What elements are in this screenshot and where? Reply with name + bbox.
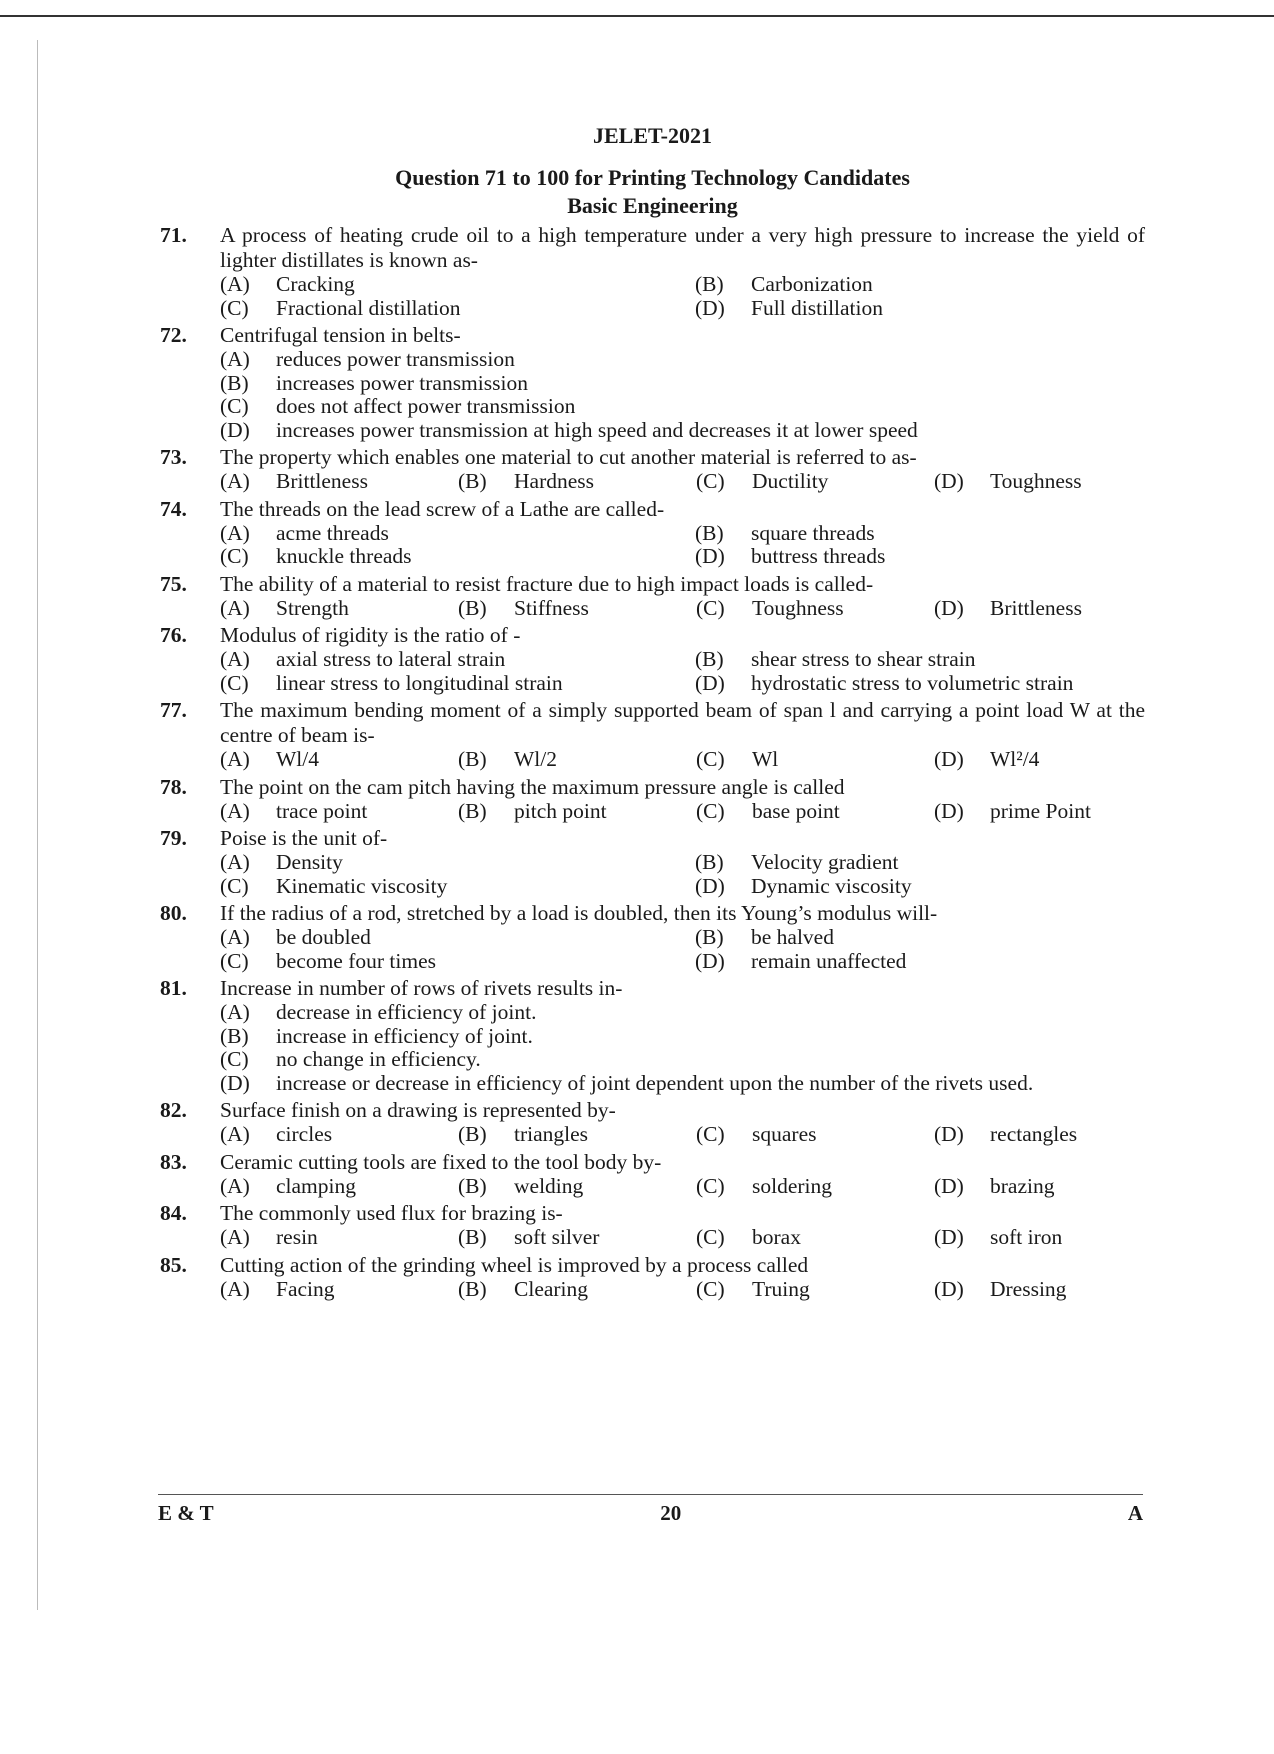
option-letter: (D): [934, 469, 964, 493]
question-text: The threads on the lead screw of a Lathe are called-: [220, 496, 665, 521]
option-text: welding: [514, 1173, 584, 1198]
option-letter: (C): [696, 469, 725, 493]
option-text: prime Point: [990, 798, 1091, 823]
option-text: Wl/2: [514, 747, 557, 771]
answer-option: [696, 1175, 934, 1199]
option-text: Wl/4: [276, 747, 319, 771]
option-letter: (C): [220, 948, 249, 973]
option-letter: (C): [220, 670, 249, 695]
footer-set-label: A: [1127, 1501, 1143, 1525]
answer-option: [220, 395, 1145, 419]
answer-option: [695, 297, 883, 321]
option-text: Brittleness: [990, 595, 1082, 620]
option-list: [220, 1123, 1145, 1147]
option-row: [220, 748, 1145, 772]
option-letter: (C): [696, 595, 725, 620]
answer-option: [220, 1226, 458, 1250]
option-letter: (C): [220, 873, 249, 898]
option-text: soft silver: [514, 1225, 600, 1249]
option-row: [220, 545, 1145, 569]
option-letter: (B): [695, 925, 724, 949]
option-text: Full distillation: [751, 295, 884, 320]
answer-option: [220, 470, 458, 494]
option-letter: (C): [696, 1173, 725, 1198]
option-letter: (D): [695, 544, 725, 568]
option-letter: (C): [696, 1225, 725, 1249]
option-text: Density: [276, 850, 343, 874]
option-text: squares: [752, 1122, 817, 1146]
option-letter: (B): [695, 647, 724, 671]
option-letter: (C): [220, 544, 249, 568]
option-row: [220, 800, 1145, 824]
option-row: [220, 1226, 1145, 1250]
option-letter: (D): [934, 1225, 964, 1249]
option-letter: (D): [220, 417, 250, 442]
option-letter: (D): [934, 1173, 964, 1198]
question-text: A process of heating crude oil to a high temperature under a very high pressure to increase the yield of lighter distillates is known as-: [220, 223, 1145, 272]
question-text: Poise is the unit of-: [220, 826, 388, 850]
answer-option: [220, 522, 695, 546]
answer-option: [695, 851, 898, 875]
answer-option: [220, 348, 1145, 372]
option-row: [220, 297, 1145, 321]
question-stem: [160, 497, 1145, 522]
option-letter: (B): [458, 747, 487, 771]
option-text: Toughness: [990, 469, 1082, 493]
option-list: [220, 748, 1145, 772]
answer-option: [458, 1278, 696, 1302]
answer-option: [934, 800, 1091, 824]
option-text: be halved: [751, 925, 834, 949]
answer-option: [458, 1123, 696, 1147]
question-item: [160, 1150, 1145, 1199]
answer-option: [695, 672, 1073, 696]
option-list: [220, 522, 1145, 569]
option-row: [220, 950, 1145, 974]
option-row: [220, 1175, 1145, 1199]
question-text: Ceramic cutting tools are fixed to the tool body by-: [220, 1149, 662, 1174]
option-letter: (D): [695, 873, 725, 898]
option-letter: (A): [220, 595, 250, 620]
option-letter: (A): [220, 1276, 250, 1301]
answer-option: [220, 1123, 458, 1147]
option-text: soft iron: [990, 1225, 1063, 1249]
question-stem: [160, 698, 1145, 748]
answer-option: [458, 470, 696, 494]
option-letter: (A): [220, 520, 250, 545]
option-text: Truing: [752, 1276, 810, 1301]
option-text: increases power transmission: [276, 370, 528, 395]
answer-option: [220, 419, 1145, 443]
question-number: 71.: [160, 223, 187, 247]
option-letter: (C): [220, 394, 249, 418]
option-letter: (A): [220, 925, 250, 949]
question-stem: [160, 445, 1145, 470]
answer-option: [220, 748, 458, 772]
section-subtitle: Basic Engineering: [567, 193, 738, 218]
option-text: square threads: [751, 520, 875, 545]
option-text: Facing: [276, 1276, 335, 1301]
question-number: 78.: [160, 774, 187, 799]
answer-option: [696, 800, 934, 824]
option-text: clamping: [276, 1173, 357, 1198]
question-number: 81.: [160, 976, 187, 1000]
footer-subject-code: E & T: [158, 1501, 214, 1525]
option-text: circles: [276, 1122, 333, 1146]
question-number: 84.: [160, 1201, 187, 1225]
answer-option: [696, 597, 934, 621]
answer-option: [220, 851, 695, 875]
answer-option: [220, 950, 695, 974]
option-row: [220, 875, 1145, 899]
option-letter: (D): [934, 595, 964, 620]
question-item: [160, 775, 1145, 824]
answer-option: [458, 748, 696, 772]
option-text: Cracking: [276, 272, 355, 296]
option-letter: (D): [220, 1070, 250, 1095]
question-item: [160, 572, 1145, 621]
answer-option: [220, 672, 695, 696]
option-row: [220, 522, 1145, 546]
option-letter: (A): [220, 469, 250, 493]
question-text: Centrifugal tension in belts-: [220, 323, 461, 347]
option-letter: (B): [695, 272, 724, 296]
question-number: 72.: [160, 323, 187, 347]
answer-option: [695, 950, 906, 974]
option-text: trace point: [276, 798, 368, 823]
option-letter: (C): [696, 747, 725, 771]
answer-option: [695, 926, 834, 950]
option-text: acme threads: [276, 520, 389, 545]
question-item: [160, 1098, 1145, 1147]
question-number: 74.: [160, 496, 187, 521]
question-item: [160, 976, 1145, 1095]
option-text: reduces power transmission: [276, 347, 515, 371]
question-text: Surface finish on a drawing is represented by-: [220, 1098, 616, 1122]
answer-option: [695, 545, 885, 569]
page-footer: [158, 1494, 1143, 1526]
question-item: [160, 1253, 1145, 1302]
option-letter: (D): [934, 798, 964, 823]
question-stem: [160, 572, 1145, 597]
section-title: Question 71 to 100 for Printing Technology Candidates: [395, 165, 910, 190]
question-text: Modulus of rigidity is the ratio of -: [220, 623, 521, 647]
option-letter: (C): [696, 798, 725, 823]
question-list: [160, 223, 1145, 1301]
question-item: [160, 826, 1145, 898]
option-list: [220, 597, 1145, 621]
question-item: [160, 698, 1145, 772]
question-item: [160, 497, 1145, 569]
answer-option: [220, 875, 695, 899]
option-text: Brittleness: [276, 469, 368, 493]
question-number: 77.: [160, 698, 187, 722]
question-text: The point on the cam pitch having the maximum pressure angle is called: [220, 774, 845, 799]
option-letter: (A): [220, 1173, 250, 1198]
footer-page-number: 20: [660, 1501, 682, 1525]
option-text: Hardness: [514, 469, 595, 493]
option-letter: (B): [458, 469, 487, 493]
option-letter: (B): [220, 1023, 249, 1048]
option-text: borax: [752, 1225, 801, 1249]
answer-option: [934, 748, 1039, 772]
option-text: does not affect power transmission: [276, 394, 576, 418]
answer-option: [458, 1175, 696, 1199]
question-text: The commonly used flux for brazing is-: [220, 1201, 563, 1225]
option-text: triangles: [514, 1122, 589, 1146]
option-letter: (A): [220, 1000, 250, 1024]
option-letter: (D): [934, 1122, 964, 1146]
answer-option: [220, 297, 695, 321]
question-number: 79.: [160, 826, 187, 850]
question-item: [160, 1201, 1145, 1250]
option-letter: (A): [220, 798, 250, 823]
option-list: [220, 800, 1145, 824]
question-text: The ability of a material to resist fracture due to high impact loads is called-: [220, 571, 874, 596]
option-text: Stiffness: [514, 595, 589, 620]
question-number: 85.: [160, 1252, 187, 1277]
answer-option: [934, 1175, 1054, 1199]
option-letter: (B): [458, 1173, 487, 1198]
question-item: [160, 323, 1145, 442]
answer-option: [696, 748, 934, 772]
answer-option: [696, 1278, 934, 1302]
question-stem: [160, 223, 1145, 273]
answer-option: [220, 1001, 1145, 1025]
option-list: [220, 1001, 1145, 1095]
answer-option: [220, 1048, 1145, 1072]
option-text: Clearing: [514, 1276, 589, 1301]
answer-option: [934, 1226, 1062, 1250]
option-text: Ductility: [752, 469, 829, 493]
option-letter: (A): [220, 1225, 250, 1249]
answer-option: [458, 800, 696, 824]
option-letter: (D): [934, 747, 964, 771]
question-text: The maximum bending moment of a simply supported beam of span l and carrying a point load W at the centre of beam is-: [220, 698, 1145, 747]
question-number: 82.: [160, 1098, 187, 1122]
answer-option: [220, 273, 695, 297]
option-row: [220, 1123, 1145, 1147]
option-letter: (B): [458, 1225, 487, 1249]
option-row: [220, 648, 1145, 672]
option-list: [220, 1175, 1145, 1199]
option-text: increases power transmission at high speed and decreases it at lower speed: [276, 417, 918, 442]
answer-option: [934, 1278, 1066, 1302]
option-letter: (D): [695, 295, 725, 320]
answer-option: [220, 648, 695, 672]
option-letter: (C): [220, 295, 249, 320]
answer-option: [696, 470, 934, 494]
option-letter: (B): [695, 520, 724, 545]
option-row: [220, 1278, 1145, 1302]
option-text: Dynamic viscosity: [751, 873, 912, 898]
answer-option: [220, 372, 1145, 396]
option-row: [220, 273, 1145, 297]
option-text: increase in efficiency of joint.: [276, 1023, 533, 1048]
option-list: [220, 348, 1145, 442]
option-text: Wl²/4: [990, 747, 1040, 771]
question-number: 83.: [160, 1149, 187, 1174]
option-text: increase or decrease in efficiency of joint dependent upon the number of the rivets used.: [276, 1070, 1034, 1095]
answer-option: [695, 273, 873, 297]
option-text: soldering: [752, 1173, 833, 1198]
question-item: [160, 901, 1145, 973]
option-letter: (B): [220, 370, 249, 395]
answer-option: [220, 1175, 458, 1199]
option-text: Velocity gradient: [751, 850, 899, 874]
option-letter: (B): [695, 850, 724, 874]
option-letter: (C): [696, 1122, 725, 1146]
answer-option: [220, 545, 695, 569]
answer-option: [458, 597, 696, 621]
question-stem: [160, 826, 1145, 851]
option-letter: (C): [220, 1047, 249, 1071]
question-stem: [160, 623, 1145, 648]
option-row: [220, 672, 1145, 696]
option-text: axial stress to lateral strain: [276, 647, 506, 671]
question-number: 76.: [160, 623, 187, 647]
answer-option: [934, 470, 1082, 494]
answer-option: [695, 875, 912, 899]
option-text: brazing: [990, 1173, 1055, 1198]
question-number: 73.: [160, 445, 187, 469]
option-list: [220, 1278, 1145, 1302]
answer-option: [695, 648, 976, 672]
option-row: [220, 926, 1145, 950]
option-list: [220, 851, 1145, 898]
option-letter: (D): [934, 1276, 964, 1301]
option-text: decrease in efficiency of joint.: [276, 1000, 537, 1024]
answer-option: [220, 1072, 1145, 1096]
option-row: [220, 470, 1145, 494]
option-text: remain unaffected: [751, 948, 907, 973]
option-text: Wl: [752, 747, 779, 771]
option-list: [220, 470, 1145, 494]
question-number: 75.: [160, 571, 187, 596]
option-text: Kinematic viscosity: [276, 873, 448, 898]
option-letter: (A): [220, 850, 250, 874]
question-text: If the radius of a rod, stretched by a load is doubled, then its Young’s modulus will-: [220, 901, 938, 925]
option-letter: (D): [695, 670, 725, 695]
question-stem: [160, 775, 1145, 800]
question-text: Increase in number of rows of rivets results in-: [220, 976, 623, 1000]
option-text: knuckle threads: [276, 544, 412, 568]
option-list: [220, 1226, 1145, 1250]
option-text: linear stress to longitudinal strain: [276, 670, 563, 695]
question-stem: [160, 323, 1145, 348]
top-border-line: [0, 15, 1274, 17]
question-stem: [160, 1098, 1145, 1123]
question-item: [160, 223, 1145, 320]
answer-option: [220, 597, 458, 621]
option-text: shear stress to shear strain: [751, 647, 976, 671]
option-letter: (B): [458, 1276, 487, 1301]
option-row: [220, 597, 1145, 621]
answer-option: [934, 597, 1082, 621]
option-text: hydrostatic stress to volumetric strain: [751, 670, 1074, 695]
question-stem: [160, 1201, 1145, 1226]
option-text: rectangles: [990, 1122, 1078, 1146]
option-text: buttress threads: [751, 544, 886, 568]
answer-option: [934, 1123, 1077, 1147]
question-item: [160, 445, 1145, 494]
question-stem: [160, 1150, 1145, 1175]
question-text: Cutting action of the grinding wheel is improved by a process called: [220, 1252, 809, 1277]
option-list: [220, 273, 1145, 320]
question-stem: [160, 1253, 1145, 1278]
answer-option: [220, 1025, 1145, 1049]
option-letter: (B): [458, 1122, 487, 1146]
option-letter: (D): [695, 948, 725, 973]
option-text: be doubled: [276, 925, 371, 949]
option-row: [220, 851, 1145, 875]
option-letter: (A): [220, 1122, 250, 1146]
option-text: base point: [752, 798, 840, 823]
option-text: Dressing: [990, 1276, 1067, 1301]
option-letter: (A): [220, 747, 250, 771]
option-text: Fractional distillation: [276, 295, 461, 320]
answer-option: [458, 1226, 696, 1250]
option-letter: (A): [220, 272, 250, 296]
option-text: no change in efficiency.: [276, 1047, 481, 1071]
option-letter: (A): [220, 347, 250, 371]
option-letter: (C): [696, 1276, 725, 1301]
question-stem: [160, 976, 1145, 1001]
option-text: pitch point: [514, 798, 607, 823]
option-text: Strength: [276, 595, 349, 620]
question-text: The property which enables one material to cut another material is referred to as-: [220, 445, 917, 469]
exam-code: JELET-2021: [592, 123, 712, 148]
option-letter: (A): [220, 647, 250, 671]
left-margin-line: [37, 40, 38, 1610]
question-stem: [160, 901, 1145, 926]
answer-option: [220, 926, 695, 950]
option-list: [220, 648, 1145, 695]
answer-option: [220, 1278, 458, 1302]
answer-option: [696, 1226, 934, 1250]
question-item: [160, 623, 1145, 695]
option-text: resin: [276, 1225, 318, 1249]
answer-option: [220, 800, 458, 824]
option-letter: (B): [458, 798, 487, 823]
option-list: [220, 926, 1145, 973]
answer-option: [695, 522, 875, 546]
option-text: Toughness: [752, 595, 844, 620]
question-page: [160, 122, 1145, 1301]
question-number: 80.: [160, 901, 187, 925]
option-text: Carbonization: [751, 272, 873, 296]
option-letter: (B): [458, 595, 487, 620]
option-text: become four times: [276, 948, 437, 973]
answer-option: [696, 1123, 934, 1147]
